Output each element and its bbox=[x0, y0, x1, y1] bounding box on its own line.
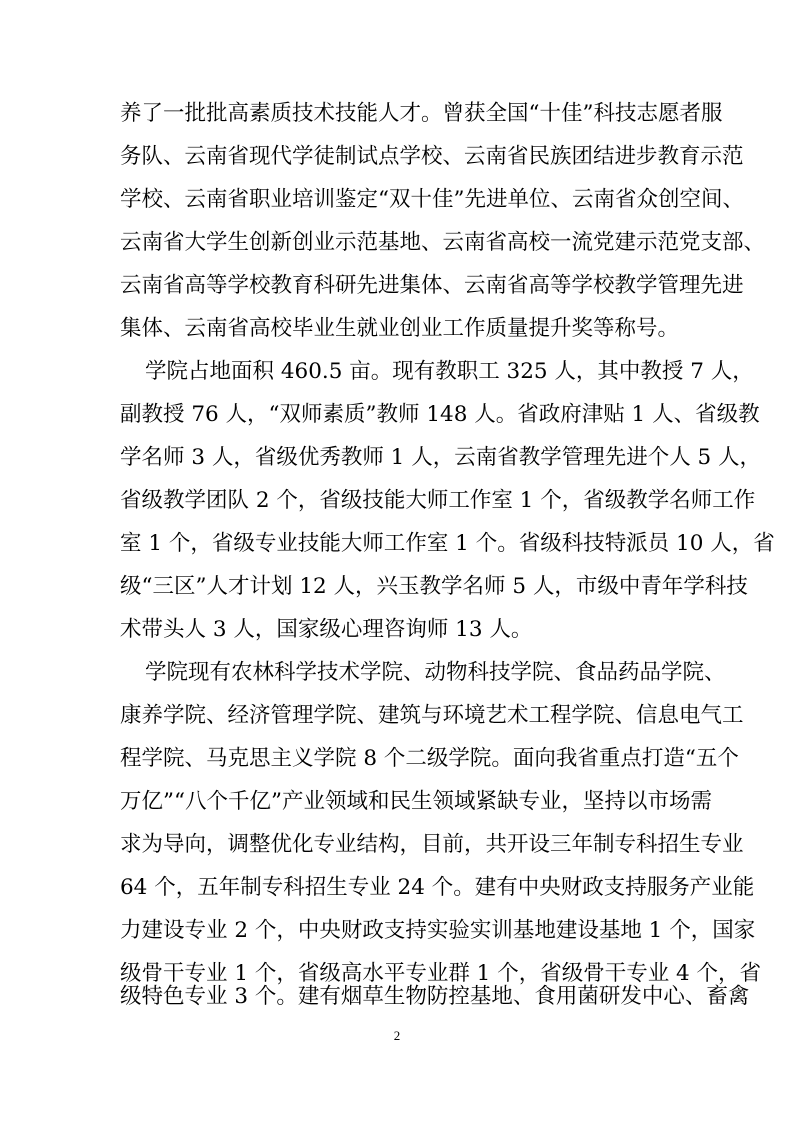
text-line: 集体、云南省高校毕业生就业创业工作质量提升奖等称号。 bbox=[120, 316, 680, 341]
text-line: 副教授 76 人，“双师素质”教师 148 人。省政府津贴 1 人、省级教 bbox=[120, 402, 760, 427]
text-line: 养了一批批高素质技术技能人才。曾获全国“十佳”科技志愿者服 bbox=[120, 101, 723, 126]
text-line: 云南省高等学校教育科研先进集体、云南省高等学校教学管理先进 bbox=[120, 273, 744, 298]
text-line: 室 1 个，省级专业技能大师工作室 1 个。省级科技特派员 10 人，省 bbox=[120, 531, 775, 556]
text-line: 省级教学团队 2 个，省级技能大师工作室 1 个，省级教学名师工作 bbox=[120, 488, 756, 513]
text-line: 求为导向，调整优化专业结构，目前，共开设三年制专科招生专业 bbox=[120, 832, 744, 857]
page-number: 2 bbox=[393, 1028, 401, 1043]
text-line: 术带头人 3 人，国家级心理咨询师 13 人。 bbox=[120, 617, 533, 642]
text-line: 级“三区”人才计划 12 人，兴玉教学名师 5 人，市级中青年学科技 bbox=[120, 574, 748, 599]
paragraph-first-line: 学院现有农林科学技术学院、动物科技学院、食品药品学院、 bbox=[145, 660, 726, 685]
text-line: 力建设专业 2 个，中央财政支持实验实训基地建设基地 1 个，国家 bbox=[120, 918, 756, 943]
text-line: 级特色专业 3 个。建有烟草生物防控基地、食用菌研发中心、畜禽 bbox=[120, 984, 750, 1009]
text-line: 务队、云南省现代学徒制试点学校、云南省民族团结进步教育示范 bbox=[120, 144, 744, 169]
text-line: 万亿”“八个千亿”产业领域和民生领域紧缺专业，坚持以市场需 bbox=[120, 789, 712, 814]
text-line: 学校、云南省职业培训鉴定“双十佳”先进单位、云南省众创空间、 bbox=[120, 187, 744, 212]
text-line: 64 个，五年制专科招生专业 24 个。建有中央财政支持服务产业能 bbox=[120, 875, 755, 900]
text-line: 康养学院、经济管理学院、建筑与环境艺术工程学院、信息电气工 bbox=[120, 703, 744, 728]
text-line: 级骨干专业 1 个，省级高水平专业群 1 个，省级骨干专业 4 个，省 bbox=[120, 961, 762, 986]
paragraph-first-line: 学院占地面积 460.5 亩。现有教职工 325 人，其中教授 7 人， bbox=[145, 359, 754, 384]
text-line: 云南省大学生创新创业示范基地、云南省高校一流党建示范党支部、 bbox=[120, 230, 766, 255]
text-line: 程学院、马克思主义学院 8 个二级学院。面向我省重点打造“五个 bbox=[120, 746, 739, 771]
text-line: 学名师 3 人，省级优秀教师 1 人，云南省教学管理先进个人 5 人， bbox=[120, 445, 762, 470]
